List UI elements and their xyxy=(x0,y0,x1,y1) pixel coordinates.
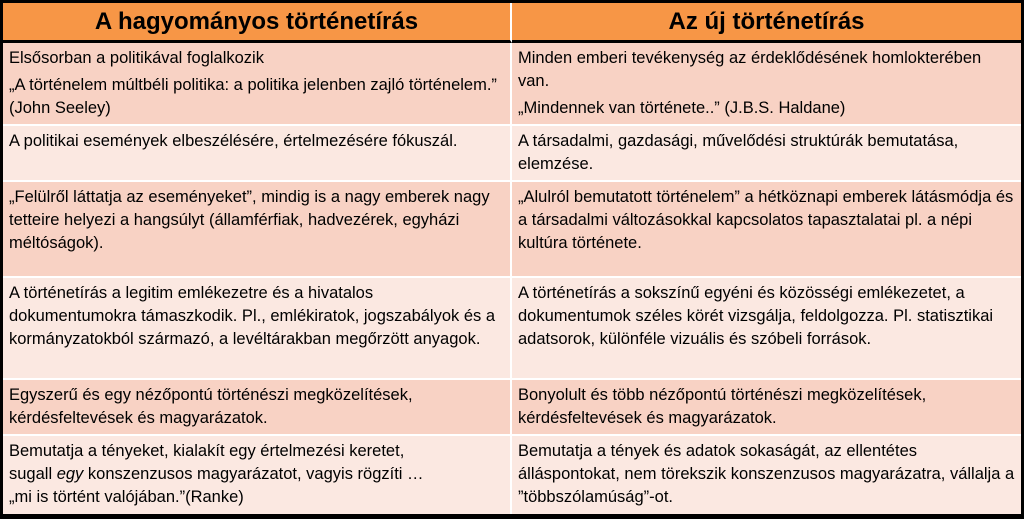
cell-paragraph: „Mindennek van története..” (J.B.S. Haldane) xyxy=(518,99,846,117)
cell-text: konszenzusos magyarázatot, vagyis rögzíti … xyxy=(83,465,424,483)
table-cell-traditional xyxy=(3,182,512,278)
table-cell-new xyxy=(512,278,1021,380)
cell-line: „mi is történt valójában.”(Ranke) xyxy=(9,488,244,506)
cell-paragraph: A történetírás a sokszínű egyéni és közösségi emlékezetet, a dokumentumok széles körét vizsgálja, feldolgozza. Pl. statisztikai adatsorok, különféle vizuális és szóbeli források. xyxy=(518,284,994,348)
table-cell-new xyxy=(512,126,1021,182)
cell-paragraph: A társadalmi, gazdasági, művelődési struktúrák bemutatása, elemzése. xyxy=(518,132,959,173)
cell-line xyxy=(9,463,504,486)
table-cell-new xyxy=(512,380,1021,436)
table-row xyxy=(3,43,1021,126)
cell-paragraph: A történetírás a legitim emlékezetre és a hivatalos dokumentumokra támaszkodik. Pl., emlékiratok, jogszabályok és a kormányzatokból származó, a levéltárakban megőrzött anyagok. xyxy=(9,284,496,348)
table-cell-traditional xyxy=(3,43,512,126)
header-traditional-historiography: A hagyományos történetírás xyxy=(3,3,512,43)
table-cell-traditional xyxy=(3,436,512,514)
comparison-table xyxy=(3,3,1021,514)
cell-paragraph: Egyszerű és egy nézőpontú történészi megközelítések, kérdésfeltevések és magyarázatok. xyxy=(9,386,413,427)
table-cell-traditional xyxy=(3,380,512,436)
table-row xyxy=(3,126,1021,182)
cell-line: Bemutatja a tényeket, kialakít egy értelmezési keretet, xyxy=(9,442,405,460)
cell-paragraph: „Alulról bemutatott történelem” a hétköznapi emberek látásmódja és a társadalmi változásokkal kapcsolatos tapasztalatai pl. a népi kultúra története. xyxy=(518,188,1014,252)
table-cell-new xyxy=(512,436,1021,514)
table-row xyxy=(3,182,1021,278)
cell-paragraph: A politikai események elbeszélésére, értelmezésére fókuszál. xyxy=(9,132,458,150)
cell-text: sugall xyxy=(9,465,57,483)
table-cell-new xyxy=(512,182,1021,278)
cell-paragraph: „A történelem múltbéli politika: a politika jelenben zajló történelem.” (John Seeley) xyxy=(9,76,497,117)
cell-paragraph: Bemutatja a tények és adatok sokaságát, az ellentétes álláspontokat, nem törekszik konszenzusos magyarázatra, vállalja a ”többszólamúság”-ot. xyxy=(518,442,1015,506)
table-row xyxy=(3,436,1021,514)
table-row xyxy=(3,380,1021,436)
cell-paragraph: Elsősorban a politikával foglalkozik xyxy=(9,49,264,67)
table-cell-traditional xyxy=(3,278,512,380)
emphasis-text: egy xyxy=(56,465,84,483)
cell-paragraph xyxy=(9,440,504,509)
table-header-row xyxy=(3,3,1021,43)
table-row xyxy=(3,278,1021,380)
table-cell-new xyxy=(512,43,1021,126)
header-new-historiography: Az új történetírás xyxy=(512,3,1021,43)
cell-paragraph: „Felülről láttatja az eseményeket”, mindig is a nagy emberek nagy tetteire helyezi a hangsúlyt (államférfiak, hadvezérek, egyházi méltóságok). xyxy=(9,188,490,252)
cell-paragraph: Minden emberi tevékenység az érdeklődésének homlokterében van. xyxy=(518,49,982,90)
cell-paragraph: Bonyolult és több nézőpontú történészi megközelítések, kérdésfeltevések és magyarázatok. xyxy=(518,386,927,427)
table-cell-traditional xyxy=(3,126,512,182)
